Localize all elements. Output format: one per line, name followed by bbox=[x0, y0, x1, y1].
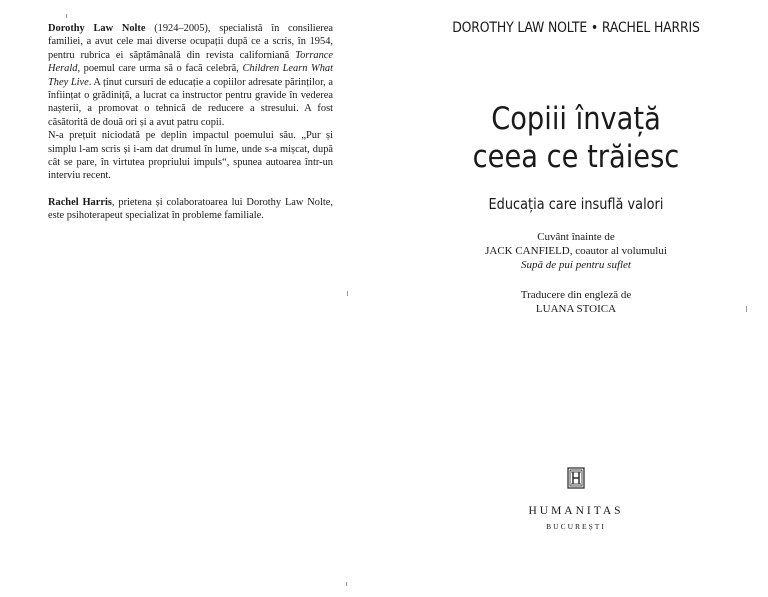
foreword-credit bbox=[384, 230, 768, 272]
bio-nolte-text-a: (1924–2005), specialistă în consilierea familiei, a avut cele mai diverse ocupații după ce a scris, în 1954, pentru rubrica ei săptămânală din revista californiană bbox=[48, 23, 333, 61]
scan-speck bbox=[347, 291, 348, 296]
author-name-1: DOROTHY LAW NOLTE bbox=[452, 20, 588, 36]
publisher-logo-icon bbox=[567, 467, 585, 489]
book-title bbox=[407, 100, 745, 176]
author-biography bbox=[48, 22, 333, 223]
bio-quote-paragraph: N-a prețuit niciodată pe deplin impactul poemului său. „Pur și simplu l-am scris și i-am dat drumul în lume, unde s-a mișcat, după cât se pare, în virtutea propriului impuls“, spunea autoarea într-un interviu recent. bbox=[48, 130, 333, 182]
translator-name: LUANA STOICA bbox=[535, 303, 617, 315]
bio-nolte-text-b: , poemul care urma să o facă celebră, bbox=[77, 63, 243, 75]
scan-speck bbox=[346, 582, 347, 586]
foreword-line-2: JACK CANFIELD, coautor al volumului bbox=[485, 245, 667, 257]
bio-magazine-title: Torrance Herald bbox=[48, 49, 333, 75]
translation-credit bbox=[384, 288, 768, 316]
bio-nolte-text-c: . A ținut cursuri de educație a copiilor adresate părinților, a înființat o grădiniță, a lucrat ca instructor pentru gravide în vederea nașterii, a promovat o tehnică de reducere a stresului. A fost căsătorită de două ori și a avut patru copii. bbox=[48, 76, 333, 128]
author-name-2: RACHEL HARRIS bbox=[601, 20, 700, 36]
title-line-2: ceea ce trăiesc bbox=[472, 139, 680, 175]
bio-poem-title: Children Learn What They Live bbox=[48, 63, 333, 88]
title-line-1: Copiii învață bbox=[491, 101, 661, 137]
publisher-name: HUMANITAS bbox=[528, 505, 624, 517]
publisher-city: BUCUREȘTI bbox=[546, 522, 606, 531]
right-page bbox=[384, 0, 768, 597]
bio-nolte-name: Dorothy Law Nolte bbox=[48, 23, 146, 34]
authors-line bbox=[411, 20, 741, 36]
bio-harris-text: , prietena și colaboratoarea lui Dorothy Law Nolte, este psihoterapeut specializat în probleme familiale. bbox=[48, 196, 333, 222]
author-separator: • bbox=[590, 20, 599, 36]
scan-speck bbox=[746, 306, 747, 312]
foreword-line-1: Cuvânt înainte de bbox=[537, 231, 615, 243]
book-subtitle: Educația care insuflă valori bbox=[488, 195, 664, 213]
bio-nolte-paragraph bbox=[48, 22, 333, 129]
translation-line-1: Traducere din engleză de bbox=[520, 289, 632, 301]
bio-harris-paragraph bbox=[48, 196, 333, 223]
foreword-book-title: Supă de pui pentru suflet bbox=[521, 259, 631, 271]
bio-harris-name: Rachel Harris bbox=[48, 196, 112, 208]
scan-speck bbox=[66, 14, 67, 18]
